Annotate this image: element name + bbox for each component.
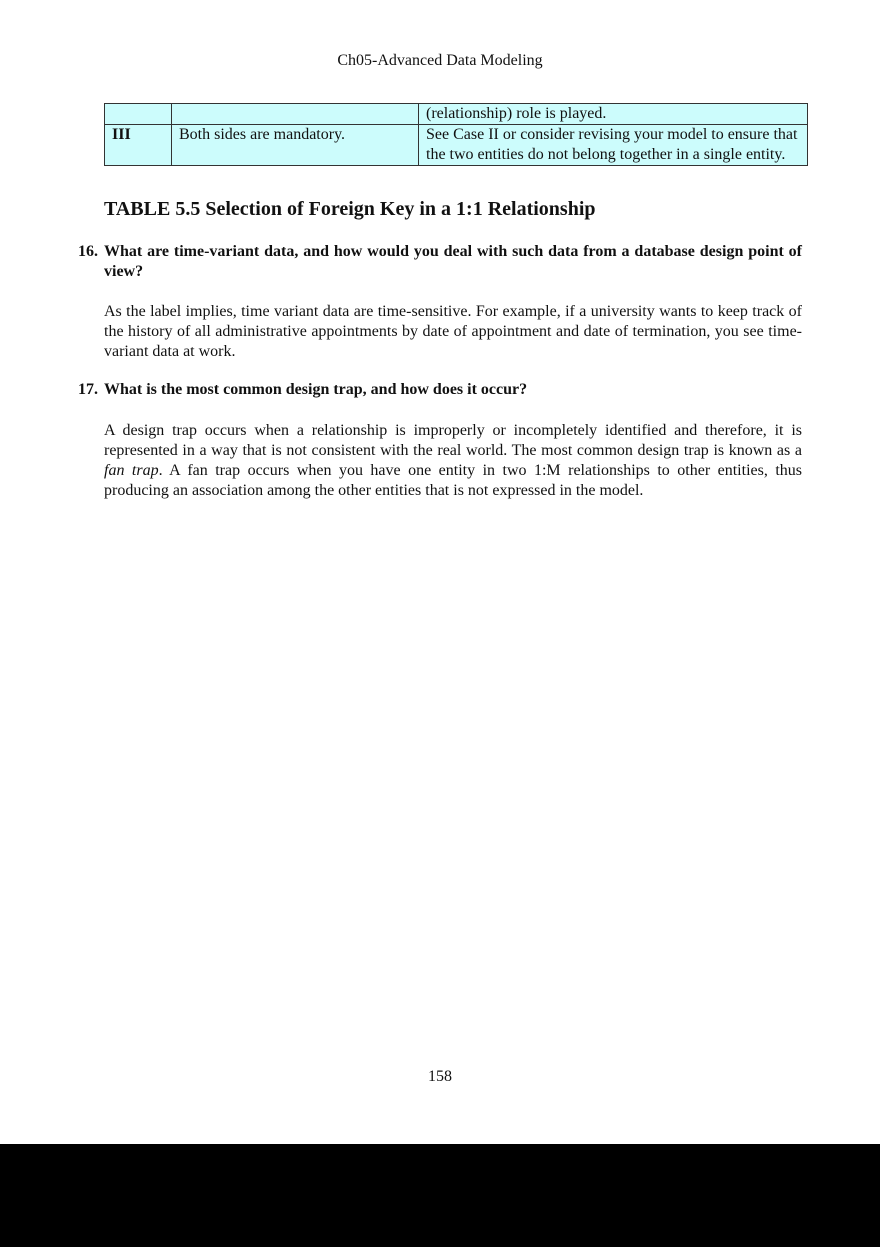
answer-17 [104, 421, 802, 501]
table-row [105, 125, 808, 166]
question-number: 16. [78, 243, 98, 260]
table-cell-case: III [105, 125, 172, 166]
bottom-black-bar [0, 1144, 880, 1247]
question-16 [78, 242, 802, 282]
answer-text: . A fan trap occurs when you have one entity in two 1:M relationships to other entities, thus producing an association among the other entities that is not expressed in the model. [104, 462, 802, 499]
question-text: What are time-variant data, and how would you deal with such data from a database design point of view? [104, 243, 802, 280]
answer-16: As the label implies, time variant data are time-sensitive. For example, if a university wants to keep track of the history of all administrative appointments by date of appointment and date of termination, you see time-variant data at work. [104, 303, 802, 360]
table-cell-condition [172, 104, 419, 125]
answer-text: A design trap occurs when a relationship is improperly or incompletely identified and therefore, it is represented in a way that is not consistent with the real world. The most common design trap is known as a [104, 422, 802, 459]
question-number: 17. [78, 381, 98, 398]
table-cell-case [105, 104, 172, 125]
page-number: 158 [428, 1068, 452, 1085]
answer-term-italic: fan trap [104, 462, 159, 479]
table-caption: TABLE 5.5 Selection of Foreign Key in a 1:1 Relationship [104, 198, 596, 220]
table-cell-action: (relationship) role is played. [419, 104, 808, 125]
table-row [105, 104, 808, 125]
table-cell-action: See Case II or consider revising your model to ensure that the two entities do not belong together in a single entity. [419, 125, 808, 166]
table-cell-condition: Both sides are mandatory. [172, 125, 419, 166]
question-text: What is the most common design trap, and how does it occur? [104, 381, 528, 398]
page-header: Ch05-Advanced Data Modeling [337, 52, 543, 69]
question-17 [78, 380, 802, 400]
foreign-key-table [104, 103, 808, 166]
